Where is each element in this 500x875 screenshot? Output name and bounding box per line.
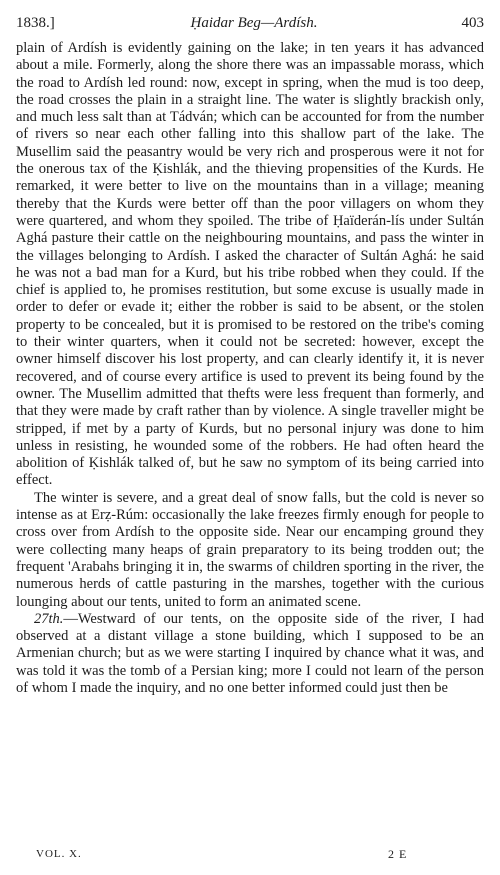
signature-mark: 2 E <box>388 847 408 861</box>
page-footer <box>36 845 476 863</box>
volume-label: VOL. X. <box>36 848 82 860</box>
body-text <box>16 40 484 697</box>
paragraph-3-text: —Westward of our tents, on the opposite side of the river, I had observed at a distant village a stone building, which I supposed to be an Armenian church; but as we were starting I inquired by chance what it was, and was told it was the tomb of a Persian king; more I could not learn of the person of whom I made the inquiry, and no one better informed could just then be <box>16 610 484 696</box>
paragraph-2: The winter is severe, and a great deal of snow falls, but the cold is never so intense as at Erẓ-Rúm: occasionally the lake freezes firmly enough for people to cross over from Ardísh to the opposite side. Near our encamping ground they were collecting many heaps of grain preparatory to its being trodden out; the frequent 'Arabahs bringing it in, the swarms of children sporting in the river, the numerous herds of cattle pasturing in the marshes, together with the curious lounging about our tents, united to form an animated scene. <box>16 489 484 610</box>
paragraph-1: plain of Ardísh is evidently gaining on the lake; in ten years it has advanced about a mile. Formerly, along the shore there was an impassable morass, which the road to Ardísh led round: now, except in spring, when the mud is too deep, the road crosses the plain in a straight line. The water is slightly brackish only, and much less salt than at Tádván; which can be accounted for from the number of rivers so near each other falling into this shallow part of the lake. The Musellim said the peasantry would be very rich and prosperous were it not for the onerous tax of the Ḳishlák, and the thieving propensities of the Kurds. He remarked, it were better to live on the mountains than in a village; meaning thereby that the Kurds were better off than the poor villagers on whom they were quartered, and whom they spoiled. The tribe of Ḥaïderán-lís under Sultán Aghá pasture their cattle on the neighbouring mountains, and pass the winter in the villages belonging to Ardísh. I asked the character of Sultán Aghá: he said he was not a bad man for a Kurd, but his tribe robbed when they could. If the chief is applied to, he promises restitution, but some excuse is usually made in order to defer or evade it; either the robber is said to be absent, or the stolen property to be concealed, but it is promised to be restored on the tribe's coming to their winter quarters, when it could not be secreted: however, except the owner himself discover his lost property, and can clearly identify it, it is never recovered, and of course every artifice is used to prevent its being found by the owner. The Musellim admitted that thefts were less frequent than formerly, and that they were made by craft rather than by violence. A single traveller might be stripped, if met by a party of Kurds, but no personal injury was done to him unless in resisting, he wounded some of the robbers. He had often heard the abolition of Ḳishlák talked of, but he saw no symptom of its being carried into effect. <box>16 40 484 489</box>
header-title: Ḥaidar Beg—Ardísh. <box>190 15 318 31</box>
page-number: 403 <box>461 15 484 31</box>
paragraph-3 <box>16 611 484 697</box>
entry-date: 27th. <box>34 610 64 627</box>
header-year: 1838.] <box>16 15 55 31</box>
running-head <box>16 12 484 34</box>
